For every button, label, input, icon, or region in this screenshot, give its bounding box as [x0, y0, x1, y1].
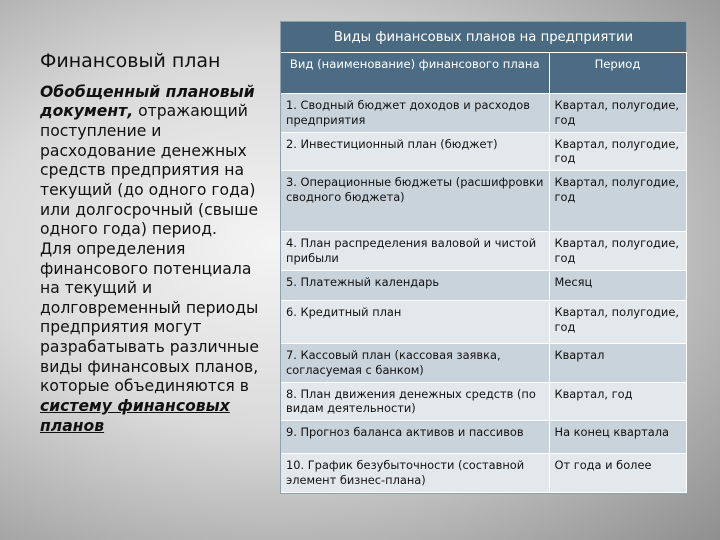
table-row — [281, 132, 686, 171]
plan-period-cell: На конец квартала — [549, 421, 686, 454]
definition-text: отражающий поступление и расходование денежных средств предприятия на текущий (до одного года) или долгосрочный (свыше одного года) период. — [40, 102, 259, 239]
plan-period-cell: Месяц — [549, 270, 686, 300]
plan-period-cell: Квартал, полугодие, год — [549, 232, 686, 271]
plan-period-cell: Квартал, полугодие, год — [549, 300, 686, 343]
plan-name-cell: 10. График безубыточности (составной элемент бизнес-плана) — [281, 454, 549, 493]
plan-name-cell: 4. План распределения валовой и чистой прибыли — [281, 232, 549, 271]
plan-period-cell: Квартал, полугодие, год — [549, 94, 686, 133]
table-row — [281, 270, 686, 300]
plan-period-cell: От года и более — [549, 454, 686, 493]
table-row — [281, 382, 686, 421]
plan-name-cell: 1. Сводный бюджет доходов и расходов предприятия — [281, 94, 549, 133]
table-row — [281, 421, 686, 454]
panel-title: Финансовый план — [40, 50, 221, 72]
system-term: систему финансовых планов — [40, 397, 230, 435]
plan-name-cell: 5. Платежный календарь — [281, 270, 549, 300]
plan-name-cell: 8. План движения денежных средств (по видам деятельности) — [281, 382, 549, 421]
plans-table — [281, 22, 687, 493]
plan-period-cell: Квартал — [549, 343, 686, 382]
plan-name-cell: 7. Кассовый план (кассовая заявка, согласуемая с банком) — [281, 343, 549, 382]
plan-name-cell: 2. Инвестиционный план (бюджет) — [281, 132, 549, 171]
table-row — [281, 300, 686, 343]
table-row — [281, 343, 686, 382]
table-row — [281, 94, 686, 133]
plans-table-container — [280, 21, 687, 494]
table-row — [281, 454, 686, 493]
plan-name-cell: 6. Кредитный план — [281, 300, 549, 343]
plan-name-cell: 9. Прогноз баланса активов и пассивов — [281, 421, 549, 454]
system-paragraph — [40, 240, 270, 436]
table-caption: Виды финансовых планов на предприятии — [281, 22, 686, 53]
table-row — [281, 171, 686, 232]
definition-paragraph — [40, 83, 270, 240]
column-header-name: Вид (наименование) финансового плана — [281, 53, 549, 94]
left-text-panel — [40, 50, 270, 436]
definition-term: Обобщенный плановый документ, — [40, 82, 255, 121]
plan-name-cell: 3. Операционные бюджеты (расшифровки сводного бюджета) — [281, 171, 549, 232]
plan-period-cell: Квартал, полугодие, год — [549, 171, 686, 232]
plan-period-cell: Квартал, полугодие, год — [549, 132, 686, 171]
plan-period-cell: Квартал, год — [549, 382, 686, 421]
column-header-period: Период — [549, 53, 686, 94]
system-text: Для определения финансового потенциала на текущий и долговременный периоды предприятия могут разрабатывать различные виды финансовых планов, которые объединяются в — [40, 239, 259, 396]
table-row — [281, 232, 686, 271]
